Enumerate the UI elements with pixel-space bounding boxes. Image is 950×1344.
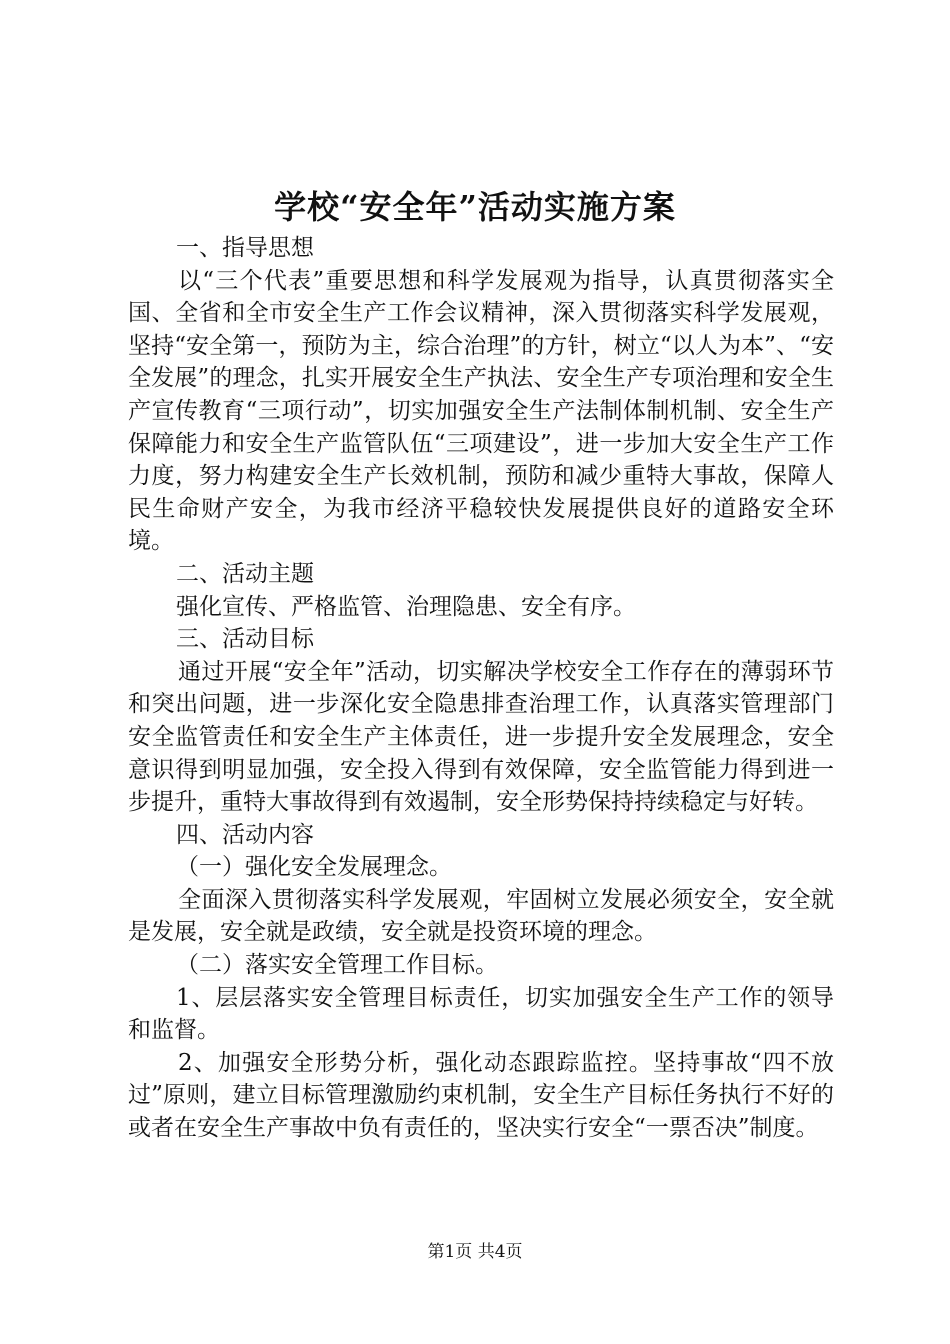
list-item: 2、加强安全形势分析，强化动态跟踪监控。坚持事故“四不放过”原则，建立目标管理激励约束机制，安全生产目标任务执行不好的或者在安全生产事故中负有责任的，坚决实行安全“一票否决”制度。 <box>128 1049 834 1142</box>
body-paragraph: 强化宣传、严格监管、治理隐患、安全有序。 <box>176 593 636 620</box>
section-heading: 二、活动主题 <box>176 560 314 587</box>
section-heading: 三、活动目标 <box>176 626 314 653</box>
document-title: 学校“安全年”活动实施方案 <box>274 188 676 226</box>
document-body <box>128 232 834 1145</box>
subsection-heading: （二）落实安全管理工作目标。 <box>176 952 498 979</box>
list-item: 1、层层落实安全管理目标责任，切实加强安全生产工作的领导和监督。 <box>128 984 834 1044</box>
body-paragraph: 全面深入贯彻落实科学发展观，牢固树立发展必须安全，安全就是发展，安全就是政绩，安全就是投资环境的理念。 <box>128 886 834 946</box>
subsection-heading: （一）强化安全发展理念。 <box>176 854 452 881</box>
body-paragraph: 以“三个代表”重要思想和科学发展观为指导，认真贯彻落实全国、全省和全市安全生产工作会议精神，深入贯彻落实科学发展观，坚持“安全第一，预防为主，综合治理”的方针，树立“以人为本”、“安全发展”的理念，扎实开展安全生产执法、安全生产专项治理和安全生产宣传教育“三项行动”，切实加强安全生产法制体制机制、安全生产保障能力和安全生产监管队伍“三项建设”，进一步加大安全生产工作力度，努力构建安全生产长效机制，预防和减少重特大事故，保障人民生命财产安全，为我市经济平稳较快发展提供良好的道路安全环境。 <box>128 267 834 555</box>
body-paragraph: 通过开展“安全年”活动，切实解决学校安全工作存在的薄弱环节和突出问题，进一步深化安全隐患排查治理工作，认真落实管理部门安全监管责任和安全生产主体责任，进一步提升安全发展理念，安全意识得到明显加强，安全投入得到有效保障，安全监管能力得到进一步提升，重特大事故得到有效遏制，安全形势保持持续稳定与好转。 <box>128 658 834 816</box>
section-heading: 一、指导思想 <box>176 235 314 261</box>
section-heading: 四、活动内容 <box>176 821 314 848</box>
page-number: 第1页 共4页 <box>427 1242 523 1262</box>
